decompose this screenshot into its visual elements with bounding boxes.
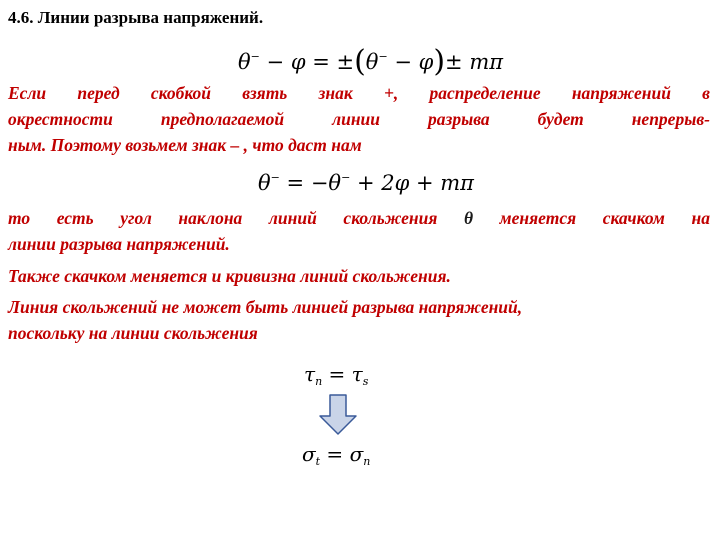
eq2-theta: θ [258,171,271,195]
eq1-paren-close: ) [433,44,446,79]
para2-line2: линии разрыва напряжений. [8,234,230,254]
eq1-theta: θ [238,50,251,74]
eq3-sym2: τ [351,362,363,386]
paragraph-curvature: Также скачком меняется и кривизна линий скольжения. [8,266,451,286]
eq4-sym1: σ [302,442,316,466]
paragraph-slip-line [8,294,710,346]
eq2-eq: = −θ [279,171,342,195]
para4-line1: Линия скольжений не может быть линией разрыва напряжений, [8,297,523,317]
eq3-eq: = [322,362,352,386]
para1-line1: Если перед скобкой взять знак +, распределение напряжений в [8,83,710,103]
page-title: 4.6. Линии разрыва напряжений. [8,8,264,27]
para4-line2: поскольку на линии скольжения [8,323,258,343]
para1-line3: ным. Поэтому возьмем знак – , что даст нам [8,135,362,155]
eq3-sub1: n [315,375,323,388]
down-arrow-icon [318,394,358,436]
equation-tau [304,362,368,388]
para2-line1-b: меняется скачком на [473,208,710,228]
eq4-sub1: t [315,455,321,468]
eq3-sym1: τ [304,362,316,386]
eq4-sub2: n [363,455,371,468]
paragraph-sign-choice [8,80,710,158]
eq4-eq: = [320,442,350,466]
eq3-sub2: s [362,375,369,388]
para2-line1-a: то есть угол наклона линий скольжения [8,208,464,228]
equation-sigma [302,442,370,468]
equation-jump-condition [238,42,503,77]
equation-theta-result [258,171,474,195]
eq1-theta-sup: − [250,50,260,63]
eq4-sym2: σ [349,442,364,466]
eq1-inner-sup: − [378,50,388,63]
eq1-minus-phi: − φ = ± [259,50,355,74]
eq1-inner-rest: − φ [387,50,434,74]
theta-symbol: θ [463,208,474,228]
para1-line2: окрестности предполагаемой линии разрыва будет непрерыв- [8,109,710,129]
para2-line1 [8,205,710,231]
paragraph-angle-jump [8,205,710,257]
eq1-tail: ± mπ [445,50,504,74]
eq2-theta-sup: − [270,171,280,184]
eq1-inner-theta: θ [365,50,379,74]
eq2-tail: + 2φ + mπ [350,171,474,195]
eq2-sup2: − [341,171,351,184]
eq1-paren-open: ( [354,44,366,79]
